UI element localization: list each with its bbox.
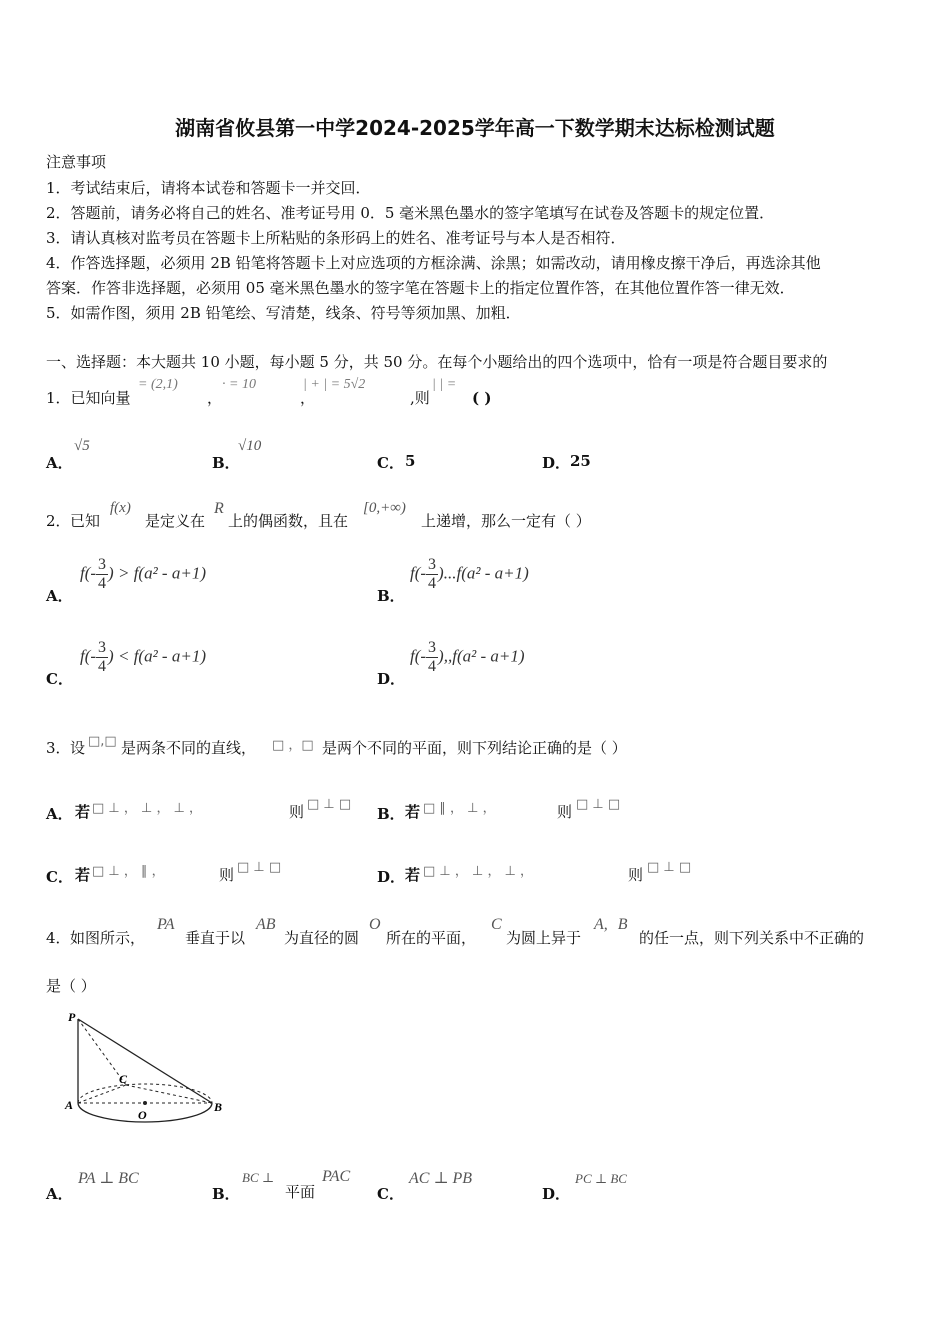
option-math: □ ⊥ ， ⊥ ， ⊥ ，: [423, 864, 534, 879]
question-text: 上递增，那么一定有（ ）: [421, 512, 591, 530]
segment-cb: [126, 1085, 212, 1103]
notice-item: 3．请认真核对监考员在答题卡上所粘贴的条形码上的姓名、准考证号与本人是否相符．: [46, 229, 626, 247]
option-text: 则: [628, 866, 644, 884]
geometry-figure: [60, 1005, 230, 1125]
option-math: f(- $\frac{3}{4}$ )...f(a² - a+1): [410, 556, 529, 592]
label-b: B: [214, 1100, 223, 1114]
placeholder-glyph: □ ，□: [272, 738, 314, 753]
notice-item: 2．答题前，请务必将自己的姓名、准考证号用 0．5 毫米黑色墨水的签字笔填写在试卷及答题卡的规定位置．: [46, 204, 775, 222]
option-label: D．: [377, 868, 406, 886]
option-text: 若: [75, 866, 91, 884]
label-p: P: [68, 1010, 76, 1024]
option-math: PA ⊥ BC: [78, 1170, 139, 1187]
option-math: √10: [238, 438, 262, 454]
math-norm-b: | | =: [432, 377, 457, 392]
question-text: 是定义在: [145, 512, 206, 530]
math-c: C: [491, 916, 502, 933]
notice-item: 5．如需作图，须用 2B 铅笔绘、写清楚，线条、符号等须加黑、加粗．: [46, 304, 521, 322]
option-text: 平面: [285, 1183, 316, 1201]
section-heading: 一、选择题：本大题共 10 小题，每小题 5 分，共 50 分。在每个小题给出的四个选项中，恰有一项是符合题目要求的: [46, 353, 828, 371]
option-math: f(- $\frac{3}{4}$ ) > f(a² - a+1): [80, 556, 206, 592]
question-text: 是两个不同的平面，则下列结论正确的是（ ）: [322, 739, 627, 757]
placeholder-glyph: □,□: [88, 734, 117, 749]
option-label: A．: [46, 454, 73, 472]
question-number: 1．: [46, 389, 71, 407]
question-text: 如图所示，: [70, 929, 146, 947]
question-text: 是（ ）: [46, 977, 96, 995]
option-label: C．: [46, 868, 73, 886]
option-label: B．: [377, 805, 405, 823]
question-text: 所在的平面，: [386, 929, 477, 947]
question-number: 3．: [46, 739, 71, 757]
math-dot-product: · = 10: [222, 377, 256, 392]
option-math: √5: [74, 438, 90, 454]
question-1-stem: [46, 389, 131, 407]
math-fx: f(x): [110, 500, 131, 516]
question-text: 已知: [70, 512, 101, 530]
question-number: 4．: [46, 929, 71, 947]
option-math: □ ⊥ □: [237, 860, 282, 875]
notice-item: 答案．作答非选择题，必须用 05 毫米黑色墨水的签字笔在答题卡上的指定位置作答，在其他位置作答一律无效．: [46, 279, 795, 297]
comma: ，: [300, 389, 316, 407]
math-ab-points: A, B: [594, 916, 628, 933]
math-o: O: [369, 916, 381, 933]
question-text: 设: [70, 739, 86, 757]
option-math: PC ⊥ BC: [575, 1171, 627, 1186]
option-math: BC ⊥: [242, 1170, 275, 1185]
math-interval: [0,+∞): [363, 500, 406, 516]
center-point: [143, 1101, 147, 1105]
option-text: 则: [219, 866, 235, 884]
option-text: 25: [570, 452, 591, 470]
option-label: D．: [377, 670, 406, 688]
label-a: A: [65, 1098, 74, 1112]
notice-heading: 注意事项: [46, 153, 107, 171]
page-title: 湖南省攸县第一中学2024-2025学年高一下数学期末达标检测试题: [175, 116, 775, 140]
option-label: A．: [46, 587, 73, 605]
question-text: 为圆上异于: [506, 929, 582, 947]
option-label: C．: [377, 454, 404, 472]
option-text: 若: [405, 803, 421, 821]
option-label: C．: [377, 1185, 404, 1203]
label-o: O: [138, 1108, 147, 1122]
option-text: 5: [405, 452, 416, 470]
option-math: PAC: [322, 1168, 351, 1185]
comma: ，: [207, 389, 223, 407]
segment-pb: [78, 1019, 212, 1103]
option-math: f(- $\frac{3}{4}$ ) < f(a² - a+1): [80, 639, 206, 675]
option-label: B．: [212, 1185, 240, 1203]
notice-item: 1．考试结束后，请将本试卷和答题卡一并交回．: [46, 179, 371, 197]
question-text: 的任一点，则下列关系中不正确的: [639, 929, 865, 947]
question-text: 是两条不同的直线，: [121, 739, 257, 757]
option-math: f(- $\frac{3}{4}$ ),,f(a² - a+1): [410, 639, 525, 675]
option-label: D．: [542, 454, 571, 472]
question-text: 垂直于以: [185, 929, 246, 947]
option-label: B．: [377, 587, 405, 605]
option-math: AC ⊥ PB: [409, 1170, 473, 1187]
option-text: 若: [405, 866, 421, 884]
option-math: □ ∥ ， ⊥ ，: [423, 801, 496, 816]
option-math: □ ⊥ ， ⊥ ， ⊥ ，: [92, 801, 203, 816]
math-ab: AB: [256, 916, 276, 933]
question-text: 上的偶函数，且在: [228, 512, 349, 530]
option-label: A．: [46, 1185, 73, 1203]
option-text: 则: [557, 803, 573, 821]
question-text: ,则: [410, 389, 430, 407]
option-text: 则: [289, 803, 305, 821]
option-math: □ ⊥ □: [307, 797, 352, 812]
math-sum-norm: | + | = 5√2: [303, 377, 366, 392]
notice-item: 4．作答选择题，必须用 2B 铅笔将答题卡上对应选项的方框涂满、涂黑；如需改动，请用橡皮擦干净后，再选涂其他: [46, 254, 821, 272]
option-math: □ ⊥ □: [576, 797, 621, 812]
question-number: 2．: [46, 512, 71, 530]
option-label: B．: [212, 454, 240, 472]
math-vector-a: = (2,1): [138, 377, 178, 392]
label-c: C: [119, 1072, 128, 1086]
question-text: 已知向量: [70, 389, 131, 407]
option-label: A．: [46, 805, 73, 823]
option-math: □ ⊥ ， ∥ ，: [92, 864, 165, 879]
math-r: R: [214, 500, 224, 517]
option-label: C．: [46, 670, 73, 688]
option-label: D．: [542, 1185, 571, 1203]
ellipse-back: [78, 1084, 212, 1103]
question-text: 为直径的圆: [284, 929, 360, 947]
math-pa: PA: [157, 916, 175, 933]
answer-paren: ( ): [472, 389, 492, 407]
option-text: 若: [75, 803, 91, 821]
option-math: □ ⊥ □: [647, 860, 692, 875]
